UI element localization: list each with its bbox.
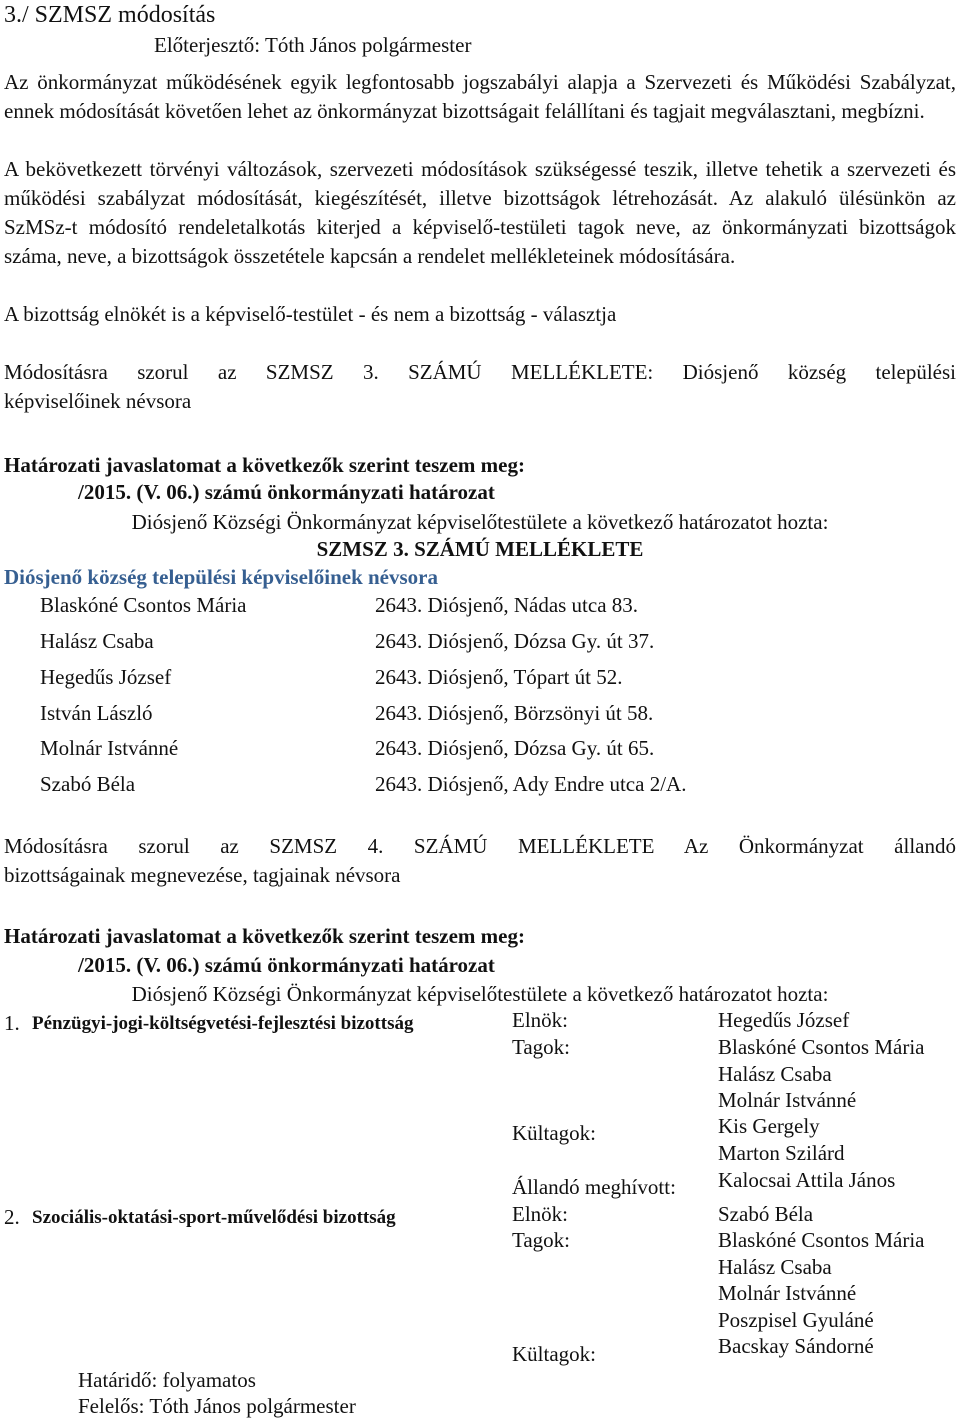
deadline-line: Határidő: folyamatos [78,1368,256,1392]
member-address: 2643. Diósjenő, Dózsa Gy. út 65. [375,736,655,760]
chair-label: Elnök: [512,1008,568,1032]
annex3-modification-line-2: képviselőinek névsora [4,389,192,413]
members-label: Tagok: [512,1035,571,1059]
intro-paragraph-3: A bizottság elnökét is a képviselő-testület - és nem a bizottság - választja [4,302,617,326]
external-members-label: Kültagok: [512,1342,596,1366]
member-name: István László [40,701,153,725]
chair-name: Hegedűs József [718,1008,850,1032]
external-member: Bacskay Sándorné [718,1334,874,1358]
annex3-resolution-number: /2015. (V. 06.) számú önkormányzati határozat [78,480,495,504]
invited-label: Állandó meghívott: [512,1175,676,1199]
member-name: Halász Csaba [40,629,154,653]
annex4-modification-note [4,832,956,890]
external-members-label: Kültagok: [512,1121,596,1145]
page-title: 3./ SZMSZ módosítás [4,2,216,28]
committee-member: Halász Csaba [718,1255,832,1279]
chair-name: Szabó Béla [718,1202,814,1226]
annex3-proposal-heading: Határozati javaslatomat a következők szerint teszem meg: [4,453,525,477]
committee-name: Szociális-oktatási-sport-művelődési bizottság [32,1207,396,1228]
chair-label: Elnök: [512,1202,568,1226]
committee-member: Poszpisel Gyuláné [718,1308,874,1332]
committee-member: Blaskóné Csontos Mária [718,1035,925,1059]
member-address: 2643. Diósjenő, Nádas utca 83. [375,593,639,617]
annex3-modification-note [4,358,956,416]
annex4-proposal-heading: Határozati javaslatomat a következők szerint teszem meg: [4,924,525,948]
committee-member: Molnár Istvánné [718,1281,857,1305]
committee-member: Blaskóné Csontos Mária [718,1228,925,1252]
annex3-decision-line: Diósjenő Községi Önkormányzat képviselőtestülete a következő határozatot hozta: [131,510,829,534]
member-name: Molnár Istvánné [40,736,179,760]
member-address: 2643. Diósjenő, Börzsönyi út 58. [375,701,654,725]
intro-paragraph-2: A bekövetkezett törvényi változások, szervezeti módosítások szükségessé teszik, illetve tehetik a szervezeti és működési szabályzat módosítását, kiegészítését, illetve bizottságok létrehozását. Az alakuló ülésünkön az SzMSz-t módosító rendeletalkotás kiterjed a képviselő-testületi tagok neve, az önkormányzati bizottságok száma, neve, a bizottságok összetétele kapcsán a rendelet mellékleteinek módosítására. [4,157,956,268]
member-address: 2643. Diósjenő, Tópart út 52. [375,665,623,689]
committee-member: Molnár Istvánné [718,1088,857,1112]
annex4-decision-line: Diósjenő Községi Önkormányzat képviselőtestülete a következő határozatot hozta: [131,982,829,1006]
responsible-line: Felelős: Tóth János polgármester [78,1394,356,1418]
submitter-line: Előterjesztő: Tóth János polgármester [154,33,472,57]
external-member: Kis Gergely [718,1114,820,1138]
committee-member: Halász Csaba [718,1062,832,1086]
annex4-resolution-number: /2015. (V. 06.) számú önkormányzati határozat [78,953,495,977]
intro-paragraph-1: Az önkormányzat működésének egyik legfontosabb jogszabályi alapja a Szervezeti és Működési Szabályzat, ennek módosítását követően lehet az önkormányzat bizottságait felállítani és tagjait megválasztani, megbízni. [4,70,956,123]
committee-name: Pénzügyi-jogi-költségvetési-fejlesztési bizottság [32,1013,414,1034]
annex3-modification-line-1: Módosításra szorul az SZMSZ 3. SZÁMÚ MELLÉKLETE: Diósjenő község települési [4,360,956,384]
member-address: 2643. Diósjenő, Ady Endre utca 2/A. [375,772,687,796]
external-member: Marton Szilárd [718,1141,845,1165]
annex4-modification-line-2: bizottságainak megnevezése, tagjainak névsora [4,863,401,887]
members-list-title: Diósjenő község települési képviselőinek névsora [4,565,438,589]
annex4-modification-line-1: Módosításra szorul az SZMSZ 4. SZÁMÚ MELLÉKLETE Az Önkormányzat állandó [4,834,956,858]
member-name: Blaskóné Csontos Mária [40,593,247,617]
committee-number: 1. [4,1011,20,1035]
members-label: Tagok: [512,1228,571,1252]
invited-name: Kalocsai Attila János [718,1168,896,1192]
committee-number: 2. [4,1205,20,1229]
annex3-title: SZMSZ 3. SZÁMÚ MELLÉKLETE [316,537,644,561]
member-address: 2643. Diósjenő, Dózsa Gy. út 37. [375,629,655,653]
member-name: Hegedűs József [40,665,172,689]
member-name: Szabó Béla [40,772,136,796]
